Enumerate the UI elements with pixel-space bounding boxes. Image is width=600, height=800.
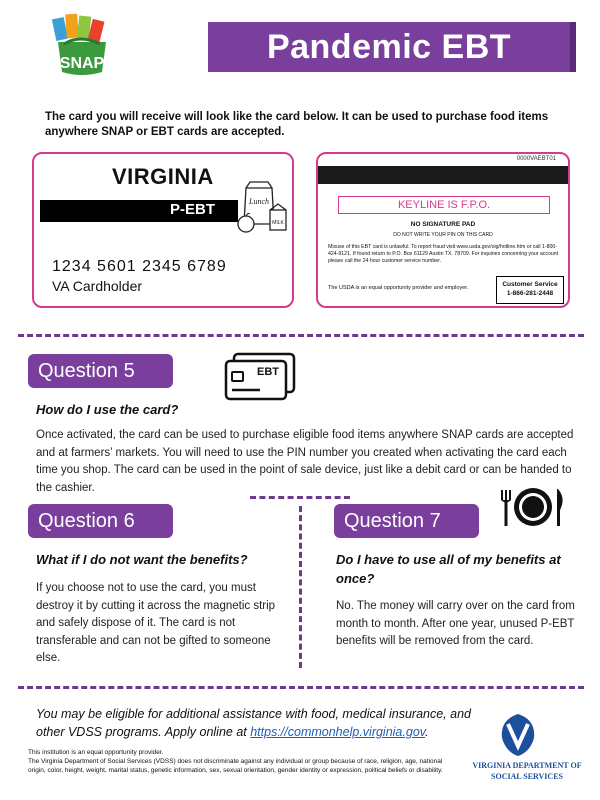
card-code: 0000VAEBT01: [516, 156, 556, 162]
card-front: [32, 152, 294, 308]
question-7-answer: No. The money will carry over on the card from month to month. After one year, unused P-EBT benefits will be removed from the card.: [336, 600, 575, 647]
vdss-name-line2: SOCIAL SERVICES: [491, 772, 563, 781]
misuse-text: Misuse of this EBT card is unlawful. To report fraud visit www.usda.gov/oig/hotline.htm or call 1-800-424-9121. If found return to P.O. Box 61129 Austin TX. 78709. For inquiries concerning your account please call the 24 hour customer service number.: [328, 244, 559, 264]
assistance-text-body: You may be eligible for additional assistance with food, medical insurance, and other VDSS programs. Apply online at: [36, 707, 471, 739]
column-divider: [299, 506, 302, 668]
vdss-logo-icon: [498, 712, 538, 758]
ebt-card-icon: [222, 352, 298, 402]
keyline-box: KEYLINE IS F.P.O.: [338, 196, 550, 214]
commonhelp-link[interactable]: https://commonhelp.virginia.gov: [250, 725, 426, 739]
card-program: P-EBT: [170, 201, 215, 218]
assistance-text-end: .: [425, 725, 429, 739]
magnetic-stripe: [318, 166, 568, 184]
question-5-heading: How do I use the card?: [36, 402, 179, 417]
snap-logo-text: SNAP: [59, 55, 105, 72]
section-divider-bottom: [18, 686, 584, 689]
nondiscrimination-text: The Virginia Department of Social Services (VDSS) does not discriminate against any individual or group because of race, religion, age, national origin, color, height, weight, marital status, genetic information, sex, sexual orientation, gender identity or expression, political beliefs or disability.: [28, 758, 443, 774]
plate-utensils-icon: [494, 486, 572, 528]
pin-note: DO NOT WRITE YOUR PIN ON THIS CARD: [393, 232, 493, 238]
question-7-tab: Question 7: [334, 504, 479, 538]
card-state: VIRGINIA: [112, 164, 214, 189]
svg-text:MILK: MILK: [272, 220, 284, 226]
question-5-tab: Question 5: [28, 354, 173, 388]
page-title: Pandemic EBT: [266, 28, 512, 66]
usda-text: The USDA is an equal opportunity provider and employer.: [328, 285, 469, 291]
title-banner: [208, 22, 576, 72]
cardholder-name: VA Cardholder: [52, 278, 143, 294]
question-6-heading: What if I do not want the benefits?: [36, 552, 248, 567]
customer-service-phone: 1-866-281-2448: [506, 290, 554, 297]
intro-text: The card you will receive will look like the card below. It can be used to purchase food items anywhere SNAP or EBT cards are accepted.: [45, 111, 549, 138]
customer-service-box: [496, 276, 564, 304]
section-divider-short: [250, 496, 350, 499]
lunch-bag-icon: [232, 180, 292, 238]
ebt-icon-label: EBT: [257, 366, 279, 378]
equal-opportunity-text: This institution is an equal opportunity provider.: [28, 749, 164, 756]
lunch-label: Lunch: [249, 197, 269, 206]
vdss-name-line1: VIRGINIA DEPARTMENT OF: [472, 761, 582, 770]
card-back: [316, 152, 570, 308]
question-6-tab: Question 6: [28, 504, 173, 538]
snap-logo: [50, 12, 114, 82]
customer-service-label: Customer Service: [502, 281, 558, 288]
assistance-text: [36, 705, 476, 741]
vdss-name: [462, 760, 592, 782]
signature-pad-note: NO SIGNATURE PAD: [410, 221, 476, 228]
question-7-heading: Do I have to use all of my benefits at once?: [336, 552, 561, 586]
section-divider: [18, 334, 584, 337]
question-5-answer: Once activated, the card can be used to purchase eligible food items anywhere SNAP cards are accepted and at farmers’ markets. You will need to use the PIN number you created when activating the card each time you shop. The card can be used in the point of sale device, just like a debit card or can be handed to the cashier.: [36, 429, 574, 494]
question-6-answer: If you choose not to use the card, you must destroy it by cutting it across the magnetic strip and safely dispose of it. The card is not transferable and can not be gifted to someone else.: [36, 582, 276, 664]
legal-text: [28, 748, 458, 775]
card-number: 1234 5601 2345 6789: [52, 258, 227, 275]
